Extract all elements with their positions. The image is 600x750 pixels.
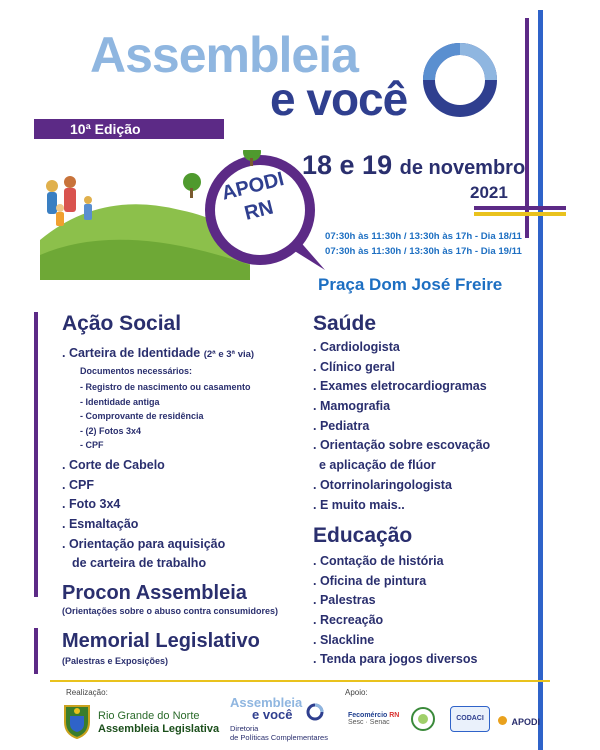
saude-item: . Cardiologista [313,340,490,360]
codaci-text: CODACI [456,715,484,722]
bubble-city-name: APODI [219,168,287,205]
diretoria-line2: de Políticas Complementares [230,733,328,743]
codaci-logo [450,706,490,732]
educacao-item: . Recreação [313,613,477,633]
schedule-day-1: 07:30h às 11:30h / 13:30h às 17h - Dia 18/11 [325,231,522,242]
document-item: - CPF [80,440,251,455]
footer-divider [50,680,550,682]
fecomercio-name: Fecomércio [348,712,388,719]
educacao-list [313,554,477,672]
saude-list [313,340,490,517]
memorial-bar [34,628,38,674]
memorial-title: Memorial Legislativo [62,630,260,652]
identity-note: (2ª e 3ª via) [203,349,255,360]
realizacao-label: Realização: [66,688,108,697]
saude-item-cont: e aplicação de flúor [319,458,436,473]
rn-line2: Assembleia Legislativa [98,723,220,736]
rn-coat-of-arms-icon [62,700,92,740]
acao-social-bar [34,312,38,597]
mini-logo-line2: e você [252,707,293,722]
educacao-title: Educação [313,524,413,547]
educacao-item: . Palestras [313,593,477,613]
acao-social-item: . Esmaltação [62,517,225,537]
rn-line1: Rio Grande do Norte [98,710,200,722]
apodi-sun-icon [498,716,507,725]
apodi-logo [498,712,540,730]
saude-title: Saúde [313,312,377,335]
acao-social-item: . CPF [62,478,225,498]
small-ring-icon [305,702,325,722]
document-item: - Registro de nascimento ou casamento [80,382,251,397]
saude-item: . Otorrinolaringologista [313,478,490,498]
apoio-label: Apoio: [345,688,368,697]
acao-social-item-cont: de carteira de trabalho [72,556,207,571]
identity-item: Carteira de Identidade [68,346,201,360]
diretoria-line1: Diretoria [230,724,259,733]
acao-social-item: . Foto 3x4 [62,497,225,517]
educacao-item: . Slackline [313,633,477,653]
saude-item: . E muito mais.. [313,498,490,518]
rn-assembly-logo-text [98,710,219,736]
round-seal-icon [410,706,436,732]
saude-item: . Clínico geral [313,360,490,380]
educacao-item: . Tenda para jogos diversos [313,652,477,672]
event-month: de novembro [399,157,526,179]
title-assembleia: Assembleia [90,27,358,83]
title-e-voce: e você [270,73,408,125]
year-underline-purple [474,206,566,210]
procon-subtitle: (Orientações sobre o abuso contra consumidores) [62,606,279,616]
accent-line-purple [525,18,529,238]
fecomercio-logo [348,712,399,726]
event-days: 18 e 19 [302,150,393,180]
fecomercio-sub: Sesc · Senac [348,719,390,726]
event-location: Praça Dom José Freire [318,275,503,294]
year-underline-yellow [474,212,566,216]
event-schedule [325,230,522,260]
accent-line-blue [538,10,543,750]
document-item: - (2) Fotos 3x4 [80,426,251,441]
saude-item: . Orientação sobre escovação [313,438,490,458]
documents-label: Documentos necessários: [80,366,193,376]
schedule-day-2: 07:30h às 11:30h / 13:30h às 17h - Dia 19/11 [325,245,522,257]
edition-label: 10ª Edição [70,121,141,137]
saude-item: . Exames eletrocardiogramas [313,379,490,399]
apodi-text: APODI [511,717,540,727]
bubble-state: RN [242,196,276,225]
saude-item: . Pediatra [313,419,490,439]
acao-social-item: . Orientação para aquisição [62,537,225,557]
acao-social-identity [62,346,254,366]
event-year: 2021 [470,183,508,202]
saude-item: . Mamografia [313,399,490,419]
document-item: - Identidade antiga [80,397,251,412]
assembleia-ring-logo [418,38,502,122]
memorial-subtitle: (Palestras e Exposições) [62,656,169,666]
educacao-item: . Contação de história [313,554,477,574]
acao-social-title: Ação Social [62,312,182,335]
fecomercio-rn: RN [389,712,400,719]
acao-social-list [62,458,225,575]
documents-list [80,366,251,455]
educacao-item: . Oficina de pintura [313,574,477,594]
event-date [302,150,525,181]
acao-social-item: . Corte de Cabelo [62,458,225,478]
procon-title: Procon Assembleia [62,582,247,604]
mini-logo-line1: Assembleia [230,695,303,710]
document-item: - Comprovante de residência [80,411,251,426]
